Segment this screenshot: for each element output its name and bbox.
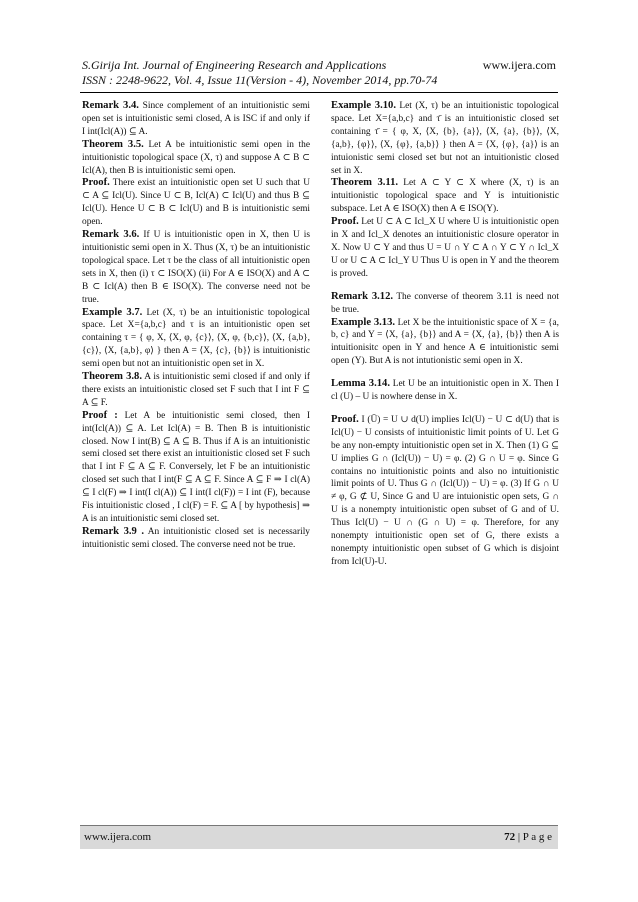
journal-title: S.Girija Int. Journal of Engineering Research and Applications — [82, 58, 387, 72]
example-3-10: Example 3.10. Let (X, τ) be an intuitionistic topological space. Let X={a,b,c} and τ̄ is an intuitionistic closed set containing τ̄ = { φ, X, ⟨X, {b}, {a}⟩, ⟨X, {a}, {b}⟩, ⟨X, {a,b}, {φ}⟩, ⟨X, {φ}, {a,b}⟩ } then A = ⟨X, {φ}, {a}⟩ is an intuionistic semi closed set but not an intuitionistic closed set in X. — [331, 100, 560, 176]
paragraph-gap — [331, 368, 559, 378]
left-column — [82, 100, 310, 552]
journal-issn: ISSN : 2248-9622, Vol. 4, Issue 11(Version - 4), November 2014, pp.70-74 — [82, 73, 438, 87]
proof-3-8: Proof : Let A be intuitionistic semi closed, then I int(Icl(A)) ⊆ A. Let Icl(A) = B. Then B is intuitionistic closed. Now I int(B) ⊆ A ⊆ B. Thus if A is an intuitionistic semi closed set there exist an intuitionistic closed set F such that I int F ⊆ A ⊆ F. Conversely, let F be an intuitionistic closed set such that I int(F ⊆ A ⊆ F. Since A ⊆ F ⇒ I cl(A) ⊆ I cl(F) ⇒ I int(I cl(A)) ⊆ I int(I cl(F)) = I int (F), because Fis intuitionistic closed , I cl(F) = F. ⊆ A [ by hypothesis] ⇒ A is an intuitionistic semi closed set. — [82, 409, 310, 524]
example-3-13: Example 3.13. Let X be the intuitionistic space of X = {a, b, c} and Y = ⟨X, {a}, {b}⟩ and A = ⟨X, {a}, {b}⟩ then A is intuitionisitc open in Y and hence A ∈ intuitionistic semi open (Y). But A is not intutionistic semi open in X. — [331, 316, 559, 367]
proof-3-5: Proof. There exist an intuitionistic open set U such that U ⊂ A ⊆ Icl(U). Since U ⊂ B, Icl(A) ⊂ Icl(U) and thus B ⊆ Icl(U). Hence U ⊂ B ⊂ Icl(U) and B is intuitionistic semi open. — [82, 177, 310, 228]
remark-3-4: Remark 3.4. Since complement of an intuitionistic semi open set is intuitionistic semi closed, A is ISC if and only if I int(Icl(A)) ⊆ A. — [82, 100, 310, 137]
header-website[interactable]: www.ijera.com — [482, 58, 556, 72]
proof-3-11: Proof. Let U ⊂ A ⊂ Icl_X U where U is intuitionistic open in X and Icl_X denotes an intuitionistic closure operator in X. Now U ⊂ Y and thus U = U ∩ Y ⊂ A ∩ Y ⊂ Y ∩ Icl_X U or U ⊂ A ⊂ Icl_Y U Thus U is open in Y and the theorem is proved. — [331, 216, 559, 279]
remark-3-12: Remark 3.12. The converse of theorem 3.11 is need not be true. — [331, 290, 559, 315]
page-footer — [80, 825, 558, 849]
example-3-7: Example 3.7. Let (X, τ) be an intuitionistic topological space. Let X={a,b,c} and τ is an intuitionistic open set containing τ = { φ, X, ⟨X, φ, {c}⟩, ⟨X, φ, {b,c}⟩, ⟨X, {a,b}, {c}⟩, ⟨X, {a,b}, φ⟩ } then A = ⟨X, {c}, {b}⟩ is intuitionistic semi open but not an intuitionistic open set in X. — [82, 306, 310, 370]
lemma-3-14: Lemma 3.14. Let U be an intuitionistic open in X. Then I cl (U) – U is nowhere dense in X. — [331, 378, 559, 403]
page-number: 72 | P a g e — [504, 831, 552, 843]
theorem-3-5: Theorem 3.5. Let A be intuitionistic semi open in the intuitionistic topological space (X, τ) and suppose A ⊂ B ⊂ Icl(A), then B is intuitionistic semi open. — [82, 138, 310, 176]
remark-3-9: Remark 3.9 . An intuitionistic closed set is necessarily intuitionistic semi closed. The converse need not be true. — [82, 525, 310, 550]
theorem-3-11: Theorem 3.11. Let A ⊂ Y ⊂ X where (X, τ) is an intuitionistic topological space and Y is intuitionistic subspace. Let A ∈ ISO(X) then A ∈ ISO(Y). — [331, 177, 559, 215]
journal-header — [82, 58, 437, 88]
footer-website[interactable]: www.ijera.com — [84, 831, 152, 843]
paragraph-gap — [331, 404, 559, 414]
right-column — [331, 100, 559, 569]
remark-3-6: Remark 3.6. If U is intuitionistic open in X, then U is intuitionistic semi open in X. Thus (X, τ) be an intuitionistic topological space. Let τ be the class of all intuitionistic open sets in X, then (i) τ ⊂ ISO(X) (ii) For A ∈ ISO(X) and A ⊂ B ⊂ Icl(A) then B ∈ ISO(X). The converse need not be true. — [82, 229, 310, 305]
proof-3-14: Proof. I (Ū) = U ∪ d(U) implies Icl(U) − U ⊂ d(U) that is Icl(U) − U consists of intuitionistic limit points of U. Let G be any non-empty intuitionistic open set in X. Then (1) G ⊆ U implies G ∩ (Icl(U)) − U) = φ. (2) G ∩ U = φ. Since G contains no intuitionistic points and also no intuitionistic limit points of U. Thus G ∩ (Icl(U)) − U) = φ. (3) If G ∩ U ≠ φ, G ⊄ U, Since G and U are intuionistic open sets, G ∩ U is a nonempty intuitionistic open subset of G and of U. Thus Icl(U) − U ∩ (G ∩ U) = φ. Therefore, for any nonempty intuitionistic open set of G, there exists a nonempty intuitionistic open subset of G which is disjoint from Icl(U)-U. — [331, 413, 559, 567]
header-divider — [80, 92, 558, 93]
theorem-3-8: Theorem 3.8. A is intuitionistic semi closed if and only if there exists an intuitionistic closed set F such that I int F ⊆ A ⊆ F. — [82, 371, 310, 408]
paragraph-gap — [331, 281, 559, 291]
